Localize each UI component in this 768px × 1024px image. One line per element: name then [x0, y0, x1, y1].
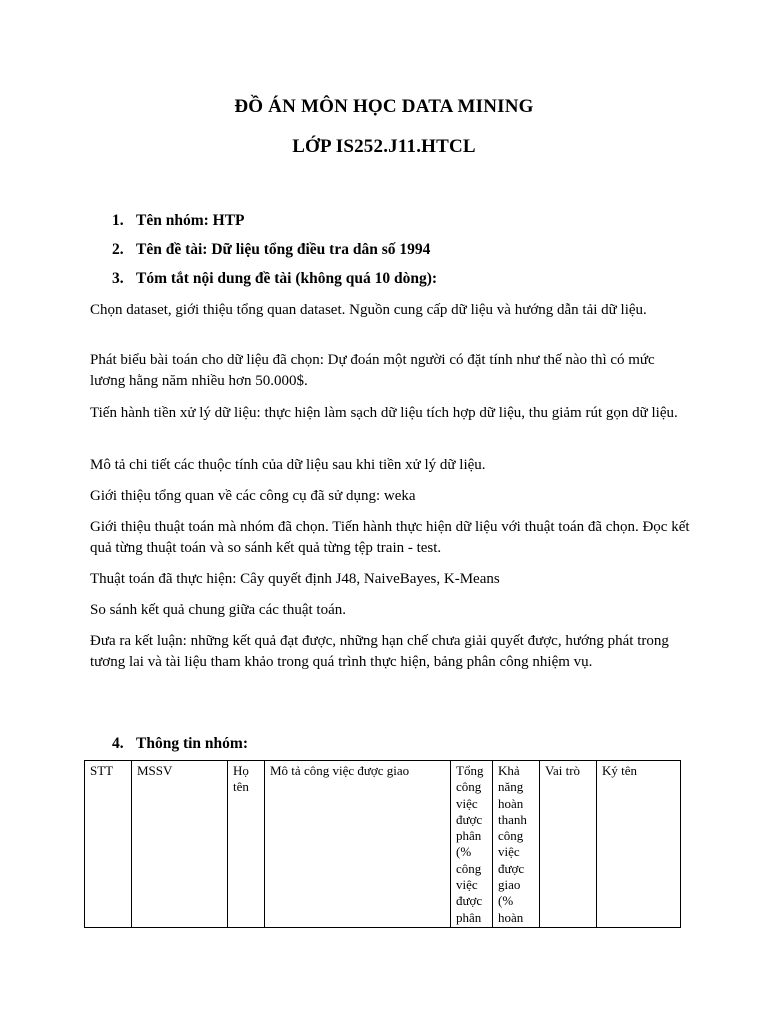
summary-paragraph: Giới thiệu tổng quan về các công cụ đã sử dụng: weka — [90, 488, 416, 504]
item-group-name — [112, 212, 245, 230]
summary-paragraph: Đưa ra kết luận: những kết quả đạt được, những hạn chế chưa giải quyết được, hướng phát trong tương lai và tài liệu tham khảo trong quá trình thực hiện, bảng phân công nhiệm vụ. — [90, 633, 669, 670]
item-number: 2. — [112, 241, 124, 258]
summary-paragraph: Thuật toán đã thực hiện: Cây quyết định J48, NaiveBayes, K-Means — [90, 571, 500, 587]
table-header-row — [85, 761, 681, 928]
summary-paragraph: So sánh kết quả chung giữa các thuật toán. — [90, 602, 346, 618]
summary-paragraph: Chọn dataset, giới thiệu tổng quan dataset. Nguồn cung cấp dữ liệu và hướng dẫn tải dữ liệu. — [90, 302, 647, 318]
summary-paragraph: Phát biểu bài toán cho dữ liệu đã chọn: Dự đoán một người có đặt tính như thế nào thì có mức lương hằng năm nhiều hơn 50.000$. — [90, 352, 655, 389]
header-mssv: MSSV — [132, 761, 228, 928]
class-code-title: LỚP IS252.J11.HTCL — [292, 136, 476, 157]
item-text: Tên đề tài: Dữ liệu tổng điều tra dân số 1994 — [136, 241, 431, 258]
document-title: ĐỒ ÁN MÔN HỌC DATA MINING — [234, 96, 534, 117]
header-vai-tro: Vai trò — [540, 761, 597, 928]
summary-paragraph: Mô tả chi tiết các thuộc tính của dữ liệu sau khi tiền xử lý dữ liệu. — [90, 457, 486, 473]
header-stt: STT — [85, 761, 132, 928]
item-group-info — [112, 735, 248, 753]
header-ho-ten: Họ tên — [228, 761, 265, 928]
summary-paragraph: Tiến hành tiền xử lý dữ liệu: thực hiện làm sạch dữ liệu tích hợp dữ liệu, thu giảm rút gọn dữ liệu. — [90, 405, 678, 421]
item-text: Tên nhóm: HTP — [136, 212, 245, 229]
item-summary-heading — [112, 270, 437, 288]
item-text: Tóm tắt nội dung đề tài (không quá 10 dòng): — [136, 270, 438, 287]
item-number: 4. — [112, 735, 124, 752]
header-tong-cong-viec: Tổng công việc được phân (% công việc được phân — [451, 761, 493, 928]
header-ky-ten: Ký tên — [597, 761, 681, 928]
item-number: 3. — [112, 270, 124, 287]
header-mo-ta-cong-viec: Mô tả công việc được giao — [265, 761, 451, 928]
group-info-table — [84, 760, 681, 928]
item-number: 1. — [112, 212, 124, 229]
item-text: Thông tin nhóm: — [136, 735, 248, 752]
summary-paragraph: Giới thiệu thuật toán mà nhóm đã chọn. Tiến hành thực hiện dữ liệu với thuật toán đã chọn. Đọc kết quả từng thuật toán và so sánh kết quả từng tệp train - test. — [90, 519, 690, 556]
header-kha-nang-hoan-thanh: Khả năng hoàn thanh công việc được giao (% hoàn — [493, 761, 540, 928]
item-topic — [112, 241, 430, 259]
